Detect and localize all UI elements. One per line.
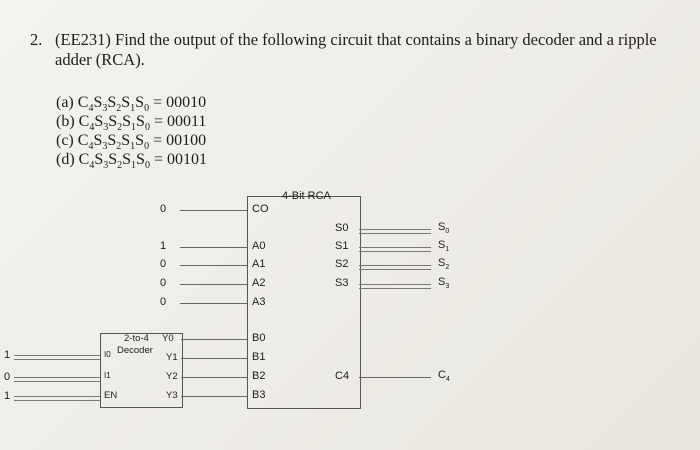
rca-pin-a3: A3: [252, 296, 266, 308]
output-label-s0: $S_0$: [438, 221, 450, 236]
decoder-output-y3: Y3: [166, 390, 178, 401]
wire-i1: [14, 377, 100, 382]
decoder-input-i0: I0: [104, 350, 111, 359]
rca-pin-b1: B1: [252, 351, 266, 363]
wire-en: [14, 396, 100, 401]
wire-co: [180, 210, 247, 211]
decoder-value-i0: 1: [4, 349, 11, 361]
wire-c4-out: [359, 377, 431, 378]
rca-pin-a0: A0: [252, 240, 266, 252]
decoder-value-en: 1: [4, 390, 11, 402]
wire-y1-b1: [181, 358, 247, 359]
rca-pin-s2: S2: [335, 258, 349, 270]
output-label-s3: $S_3$: [438, 276, 450, 291]
value-a1: 0: [160, 258, 167, 270]
rca-pin-b2: B2: [252, 370, 266, 382]
output-label-s1: $S_1$: [438, 239, 450, 254]
decoder-value-i1: 0: [4, 371, 11, 383]
wire-i0: [14, 355, 100, 360]
option-a: (a) $C_4S_3S_2S_1S_0 = 00010$: [56, 94, 207, 115]
rca-pin-a2: A2: [252, 277, 266, 289]
rca-pin-s1: S1: [335, 240, 349, 252]
output-label-s2: $S_2$: [438, 257, 450, 272]
output-label-c4: $C_4$: [438, 369, 450, 384]
decoder-output-y0: Y0: [162, 333, 174, 344]
rca-pin-a1: A1: [252, 258, 266, 270]
rca-pin-b3: B3: [252, 389, 266, 401]
value-a0: 1: [160, 240, 167, 252]
value-co: 0: [160, 203, 167, 215]
wire-y0-b0: [181, 339, 247, 340]
value-a2: 0: [160, 277, 167, 289]
rca-title: 4-Bit RCA: [282, 190, 331, 202]
value-a3: 0: [160, 296, 167, 308]
decoder-input-i1: I1: [104, 371, 111, 380]
wire-a2: [180, 284, 247, 285]
wire-y3-b3: [181, 396, 247, 397]
decoder-output-y2: Y2: [166, 371, 178, 382]
wire-a3: [180, 303, 247, 304]
option-c: (c) $C_4S_3S_2S_1S_0 = 00100$: [56, 132, 207, 153]
decoder-output-y1: Y1: [166, 352, 178, 363]
question-number: 2.: [30, 30, 43, 49]
decoder-input-en: EN: [104, 390, 118, 401]
decoder-title-line2: Decoder: [117, 345, 153, 356]
wire-s2-out: [359, 265, 431, 270]
wire-y2-b2: [181, 377, 247, 378]
wire-a0: [180, 247, 247, 248]
rca-pin-s0: S0: [335, 222, 349, 234]
wire-s3-out: [359, 284, 431, 289]
question-text: (EE231) Find the output of the following circuit that contains a binary decoder and a ripple adder (RCA).: [55, 30, 657, 69]
rca-pin-c4: C4: [335, 370, 350, 382]
decoder-title-line1: 2-to-4: [124, 333, 149, 344]
rca-pin-b0: B0: [252, 332, 266, 344]
wire-s1-out: [359, 247, 431, 252]
wire-a1: [180, 265, 247, 266]
option-b: (b) $C_4S_3S_2S_1S_0 = 00011$: [56, 113, 207, 134]
rca-pin-s3: S3: [335, 277, 349, 289]
rca-pin-co: CO: [252, 203, 269, 215]
option-d: (d) $C_4S_3S_2S_1S_0 = 00101$: [56, 151, 207, 172]
wire-s0-out: [359, 229, 431, 234]
